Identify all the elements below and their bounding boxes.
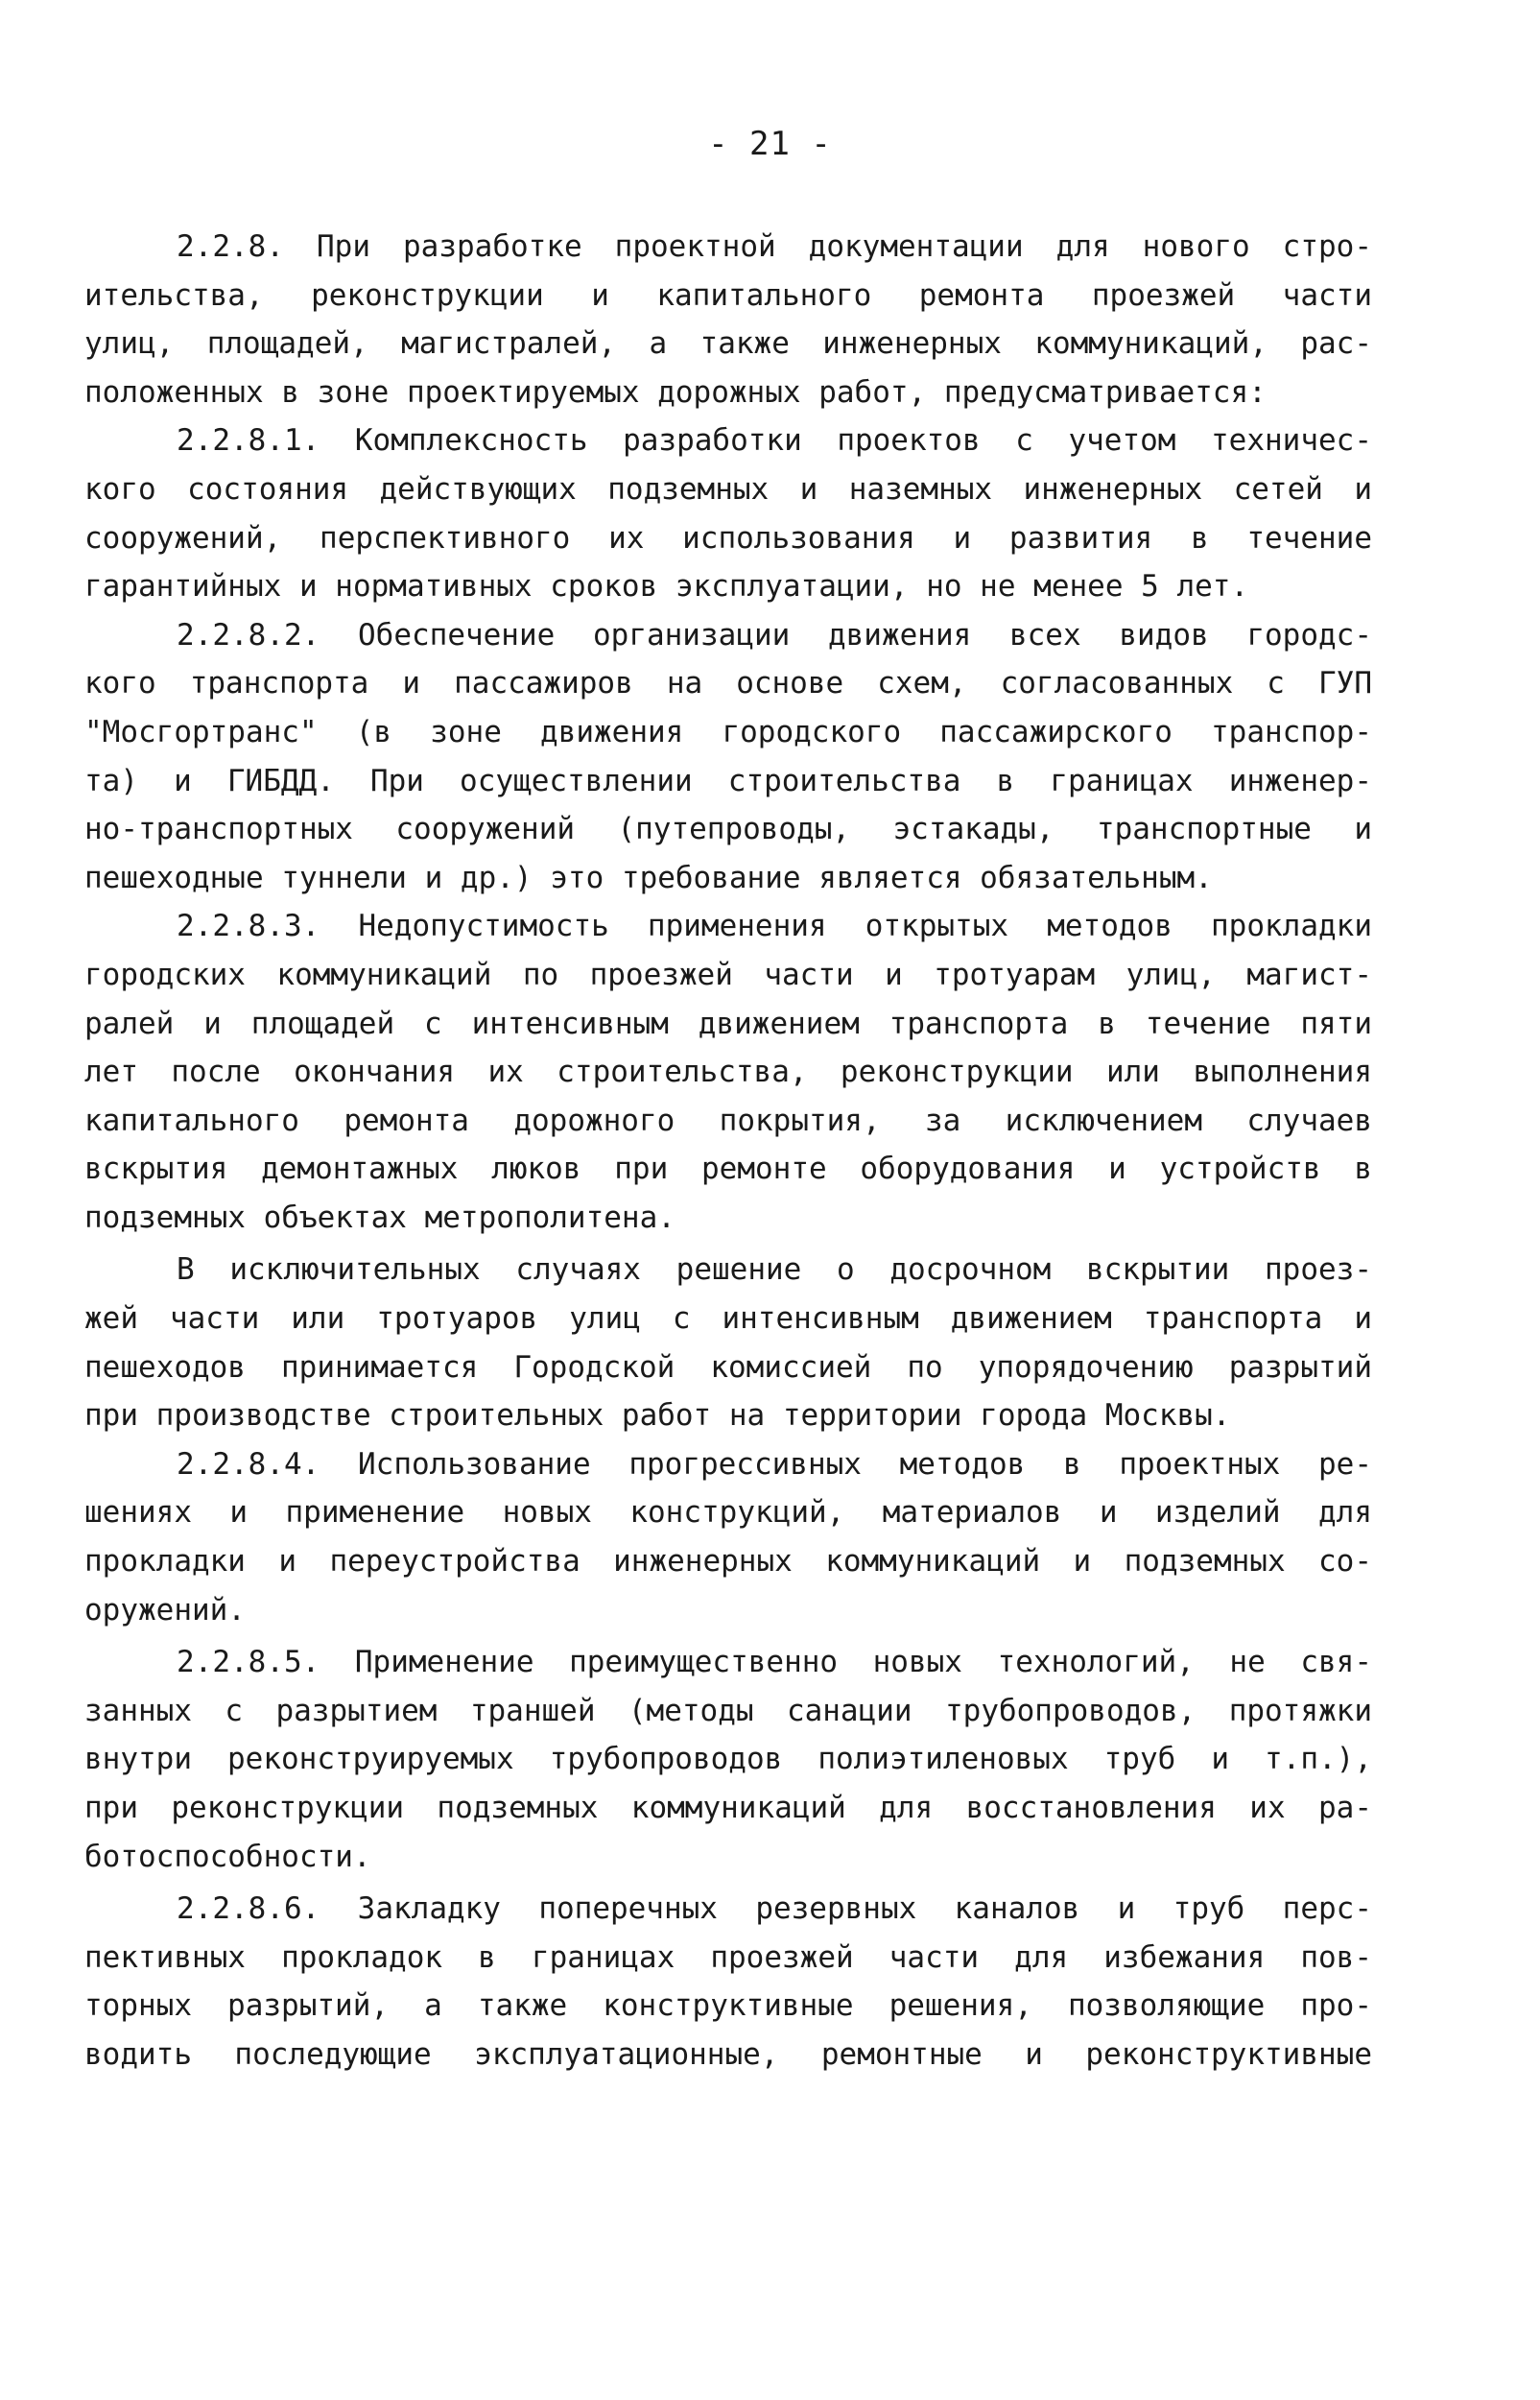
text-line: торных разрытий, а также конструктивные решения, позволяющие про- [84, 1988, 1372, 2024]
text-line: пешеходные туннели и др.) это требование является обязательным. [84, 860, 1213, 895]
text-line: 2.2.8.5. Применение преимущественно новых технологий, не свя- [177, 1645, 1372, 1680]
text-line: при производстве строительных работ на территории города Москвы. [84, 1398, 1231, 1434]
text-line: пешеходов принимается Городской комиссией по упорядочению разрытий [84, 1349, 1372, 1385]
body-text [84, 223, 1372, 2079]
text-line: ительства, реконструкции и капитального ремонта проезжей части [84, 277, 1372, 313]
text-line: 2.2.8.2. Обеспечение организации движения всех видов городс- [177, 617, 1372, 653]
text-line: 2.2.8.3. Недопустимость применения открытых методов прокладки [177, 909, 1372, 944]
text-line: вскрытия демонтажных люков при ремонте оборудования и устройств в [84, 1152, 1372, 1187]
text-line: жей части или тротуаров улиц с интенсивным движением транспорта и [84, 1301, 1372, 1337]
text-line: кого состояния действующих подземных и наземных инженерных сетей и [84, 471, 1372, 507]
text-line: но-транспортных сооружений (путепроводы, эстакады, транспортные и [84, 812, 1372, 847]
text-line: водить последующие эксплуатационные, ремонтные и реконструктивные [84, 2036, 1372, 2072]
text-line: улиц, площадей, магистралей, а также инженерных коммуникаций, рас- [84, 326, 1372, 362]
text-line: городских коммуникаций по проезжей части и тротуарам улиц, магист- [84, 957, 1372, 992]
text-line: лет после окончания их строительства, реконструкции или выполнения [84, 1055, 1372, 1090]
text-line: "Мосгортранс" (в зоне движения городского пассажирского транспор- [84, 714, 1372, 749]
text-line: 2.2.8.1. Комплексность разработки проектов с учетом техничес- [177, 423, 1372, 459]
text-line: при реконструкции подземных коммуникаций для восстановления их ра- [84, 1791, 1372, 1825]
text-line: оружений. [84, 1592, 246, 1628]
text-line: сооружений, перспективного их использования и развития в течение [84, 520, 1372, 556]
text-line: 2.2.8.4. Использование прогрессивных методов в проектных ре- [177, 1446, 1372, 1482]
text-line: шениях и применение новых конструкций, материалов и изделий для [84, 1495, 1372, 1531]
text-line: гарантийных и нормативных сроков эксплуатации, но не менее 5 лет. [84, 569, 1249, 605]
page-number: - 21 - [708, 125, 832, 163]
text-line: пективных прокладок в границах проезжей части для избежания пов- [84, 1939, 1372, 1975]
text-line: ботоспособности. [84, 1839, 371, 1874]
text-line: положенных в зоне проектируемых дорожных работ, предусматривается: [84, 374, 1267, 410]
text-line: 2.2.8.6. Закладку поперечных резервных каналов и труб перс- [177, 1891, 1372, 1927]
text-line: подземных объектах метрополитена. [84, 1200, 675, 1235]
text-line: ралей и площадей с интенсивным движением транспорта в течение пяти [84, 1006, 1372, 1041]
text-line: кого транспорта и пассажиров на основе схем, согласованных с ГУП [84, 666, 1372, 701]
text-line: внутри реконструируемых трубопроводов полиэтиленовых труб и т.п.), [84, 1742, 1372, 1777]
text-line: прокладки и переустройства инженерных коммуникаций и подземных со- [84, 1544, 1372, 1580]
text-line: занных с разрытием траншей (методы санации трубопроводов, протяжки [84, 1693, 1372, 1728]
text-line: капитального ремонта дорожного покрытия, за исключением случаев [84, 1103, 1372, 1138]
text-line: В исключительных случаях решение о досрочном вскрытии проез- [177, 1252, 1372, 1288]
text-line: та) и ГИБДД. При осуществлении строительства в границах инженер- [84, 763, 1372, 798]
text-line: 2.2.8. При разработке проектной документации для нового стро- [177, 229, 1372, 264]
